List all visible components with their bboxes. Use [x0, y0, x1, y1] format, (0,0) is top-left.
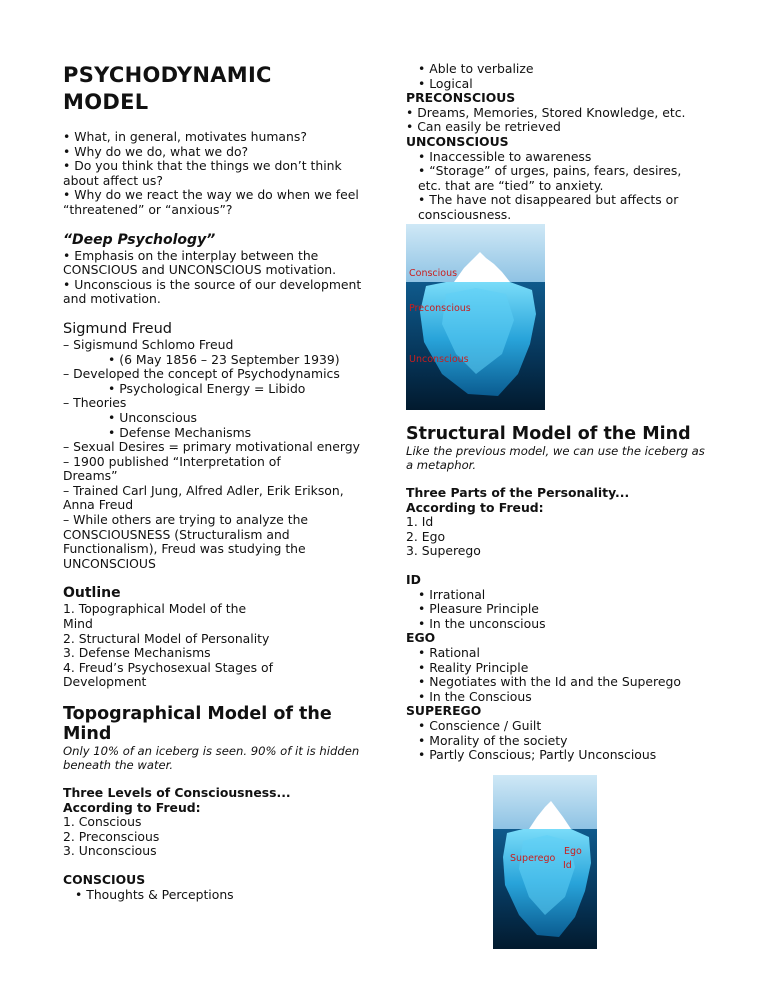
preconscious-point-1: • Dreams, Memories, Stored Knowledge, etc.	[406, 104, 686, 120]
structural-caption: Like the previous model, we can use the iceberg as a metaphor.	[406, 444, 709, 472]
deep-point-2: • Unconscious is the source of our development and motivation.	[63, 276, 366, 307]
deep-psychology-heading: “Deep Psychology”	[63, 231, 216, 248]
superego-point-3: • Partly Conscious; Partly Unconscious	[418, 747, 657, 763]
ego-point-1: • Rational	[418, 644, 480, 660]
ego-point-4: • In the Conscious	[418, 688, 532, 704]
iceberg-structural-image	[493, 775, 597, 949]
freud-line: – While others are trying to analyze the CONSCIOUSNESS (Structuralism and Functionalism), Freud was studying the UNCONSCIOUS	[63, 512, 312, 571]
level-2: 2. Preconscious	[63, 828, 160, 844]
left-column	[63, 0, 366, 902]
freud-line: • Psychological Energy = Libido	[108, 380, 306, 396]
unconscious-label: UNCONSCIOUS	[406, 133, 509, 149]
right-column	[406, 0, 726, 223]
ego-label: EGO	[406, 630, 436, 646]
id-point-1: • Irrational	[418, 586, 486, 602]
right-column-lower	[406, 424, 726, 763]
freud-line: – Developed the concept of Psychodynamics	[63, 366, 340, 382]
freud-line: • (6 May 1856 – 23 September 1939)	[108, 351, 340, 367]
outline-item-3: 3. Defense Mechanisms	[63, 645, 211, 661]
iceberg-topographical-image	[406, 224, 545, 410]
freud-line: – Theories	[63, 395, 127, 411]
iceberg-1-label-unconscious: Unconscious	[409, 354, 469, 365]
outline-item-4: 4. Freud’s Psychosexual Stages of Development	[63, 659, 277, 690]
freud-line: – Sigismund Schlomo Freud	[63, 336, 234, 352]
preconscious-point-2: • Can easily be retrieved	[406, 119, 561, 135]
conscious-point-1: • Thoughts & Perceptions	[75, 886, 234, 902]
question-2: • Why do we do, what we do?	[63, 143, 249, 159]
conscious-point-2: • Able to verbalize	[418, 61, 534, 76]
iceberg-1-graphic	[406, 224, 545, 410]
part-2: 2. Ego	[406, 528, 446, 544]
topographical-heading: Topographical Model of the Mind	[63, 704, 332, 744]
iceberg-1-label-preconscious: Preconscious	[409, 303, 471, 314]
freud-heading: Sigmund Freud	[63, 320, 172, 337]
parts-heading-1: Three Parts of the Personality...	[406, 485, 630, 500]
question-3: • Do you think that the things we don’t think about affect us?	[63, 158, 346, 188]
freud-line: • Unconscious	[108, 409, 198, 425]
superego-point-1: • Conscience / Guilt	[418, 717, 542, 733]
unconscious-point-3: • The have not disappeared but affects or consciousness.	[418, 192, 683, 222]
ego-point-2: • Reality Principle	[418, 659, 529, 675]
topographical-caption: Only 10% of an iceberg is seen. 90% of it is hidden beneath the water.	[63, 744, 363, 772]
outline-heading: Outline	[63, 585, 121, 602]
question-4: • Why do we react the way we do when we feel “threatened” or “anxious”?	[63, 187, 363, 217]
iceberg-1-label-conscious: Conscious	[409, 268, 458, 279]
outline-item-2: 2. Structural Model of Personality	[63, 630, 270, 646]
unconscious-point-1: • Inaccessible to awareness	[418, 148, 592, 164]
freud-line: • Defense Mechanisms	[108, 424, 252, 440]
iceberg-2-label-ego: Ego	[564, 846, 582, 857]
outline-item-1: 1. Topographical Model of the Mind	[63, 601, 251, 632]
id-label: ID	[406, 571, 421, 587]
id-point-3: • In the unconscious	[418, 615, 546, 631]
unconscious-point-2: • “Storage” of urges, pains, fears, desires, etc. that are “tied” to anxiety.	[418, 163, 686, 193]
level-1: 1. Conscious	[63, 814, 142, 830]
iceberg-2-label-id: Id	[563, 860, 572, 871]
superego-label: SUPEREGO	[406, 703, 482, 719]
preconscious-label: PRECONSCIOUS	[406, 90, 516, 106]
part-1: 1. Id	[406, 514, 434, 530]
superego-point-2: • Morality of the society	[418, 732, 568, 748]
freud-line: – 1900 published “Interpretation of Dreams”	[63, 453, 285, 484]
iceberg-2-label-superego: Superego	[510, 853, 556, 864]
parts-heading-2: According to Freud:	[406, 499, 544, 515]
id-point-2: • Pleasure Principle	[418, 601, 539, 617]
deep-point-1: • Emphasis on the interplay between the CONSCIOUS and UNCONSCIOUS motivation.	[63, 247, 337, 278]
part-3: 3. Superego	[406, 543, 481, 559]
question-1: • What, in general, motivates humans?	[63, 129, 307, 144]
intro-questions	[63, 130, 363, 218]
conscious-label: CONSCIOUS	[63, 871, 146, 887]
document-title: PSYCHODYNAMIC MODEL	[63, 63, 272, 114]
ego-point-3: • Negotiates with the Id and the Superego	[418, 674, 681, 690]
level-3: 3. Unconscious	[63, 843, 157, 859]
freud-line: – Trained Carl Jung, Alfred Adler, Erik Erikson, Anna Freud	[63, 482, 348, 513]
conscious-point-3: • Logical	[418, 75, 473, 91]
levels-heading-2: According to Freud:	[63, 799, 201, 815]
structural-heading: Structural Model of the Mind	[406, 424, 691, 444]
levels-heading-1: Three Levels of Consciousness...	[63, 785, 291, 800]
freud-list	[63, 338, 363, 572]
freud-line: – Sexual Desires = primary motivational energy	[63, 439, 360, 455]
